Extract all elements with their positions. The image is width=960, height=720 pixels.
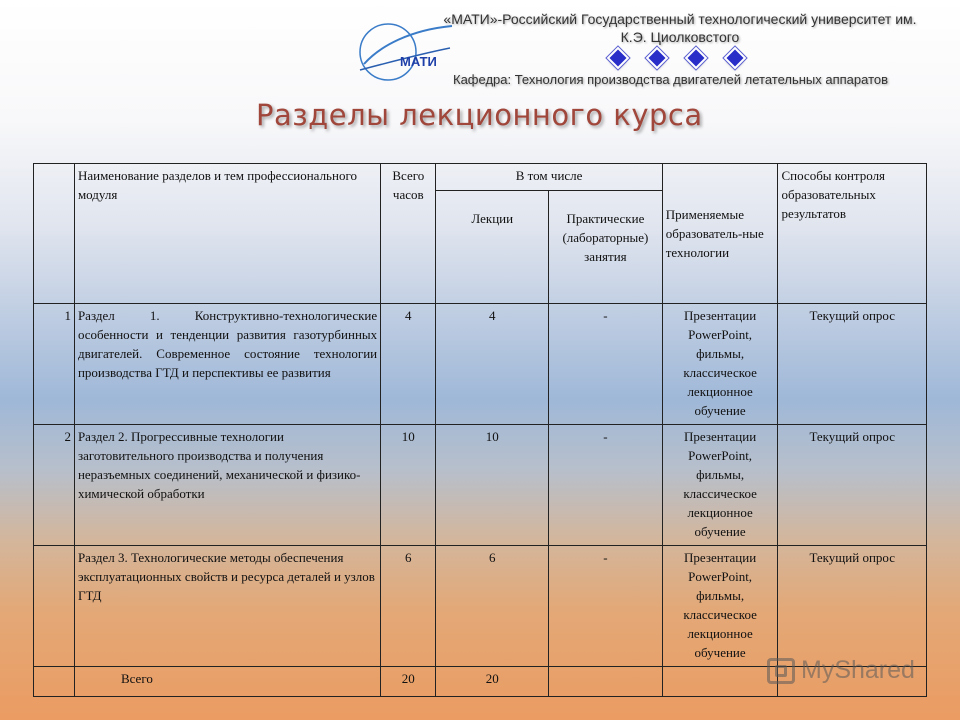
diamond-icon	[610, 50, 627, 67]
row-lectures: 6	[436, 546, 549, 667]
total-technologies	[662, 667, 778, 697]
myshared-watermark	[767, 656, 915, 685]
total-practical	[549, 667, 663, 697]
course-sections-table	[33, 163, 927, 697]
header-num	[34, 164, 75, 304]
total-label: Всего	[74, 667, 380, 697]
row-num	[34, 546, 75, 667]
row-num: 1	[34, 304, 75, 425]
diamond-ornament	[612, 48, 741, 68]
row-control: Текущий опрос	[778, 304, 927, 425]
row-control: Текущий опрос	[778, 425, 927, 546]
department-name: Кафедра: Технология производства двигателей летательных аппаратов	[453, 72, 889, 87]
row-technologies: Презентации PowerPoint, фильмы, классическое лекционное обучение	[662, 546, 778, 667]
row-num: 2	[34, 425, 75, 546]
table-row	[34, 425, 927, 546]
header-control: Способы контроля образовательных результатов	[778, 164, 927, 304]
header-name: Наименование разделов и тем профессионального модуля	[74, 164, 380, 304]
row-total: 10	[381, 425, 436, 546]
row-practical: -	[549, 546, 663, 667]
diamond-icon	[649, 50, 666, 67]
row-name: Раздел 1. Конструктивно-технологические особенности и тенденции развития газотурбинных двигателей. Современное состояние технологии производства ГТД и перспективы ее развития	[74, 304, 380, 425]
myshared-logo-icon	[767, 658, 795, 684]
header-total-hours: Всего часов	[381, 164, 436, 304]
row-technologies: Презентации PowerPoint, фильмы, классическое лекционное обучение	[662, 304, 778, 425]
table-row	[34, 546, 927, 667]
row-lectures: 4	[436, 304, 549, 425]
diamond-icon	[688, 50, 705, 67]
total-hours: 20	[381, 667, 436, 697]
row-name: Раздел 3. Технологические методы обеспечения эксплуатационных свойств и ресурса деталей и узлов ГТД	[74, 546, 380, 667]
header-practical: Практические (лабораторные) занятия	[549, 191, 663, 304]
row-total: 4	[381, 304, 436, 425]
total-lectures: 20	[436, 667, 549, 697]
header-lectures: Лекции	[436, 191, 549, 304]
row-name: Раздел 2. Прогрессивные технологии заготовительного производства и получения неразъемных соединений, механической и физико-химической обработки	[74, 425, 380, 546]
row-practical: -	[549, 425, 663, 546]
logo-text: МАТИ	[400, 54, 437, 69]
table-row	[34, 304, 927, 425]
diamond-icon	[727, 50, 744, 67]
total-num	[34, 667, 75, 697]
row-total: 6	[381, 546, 436, 667]
row-technologies: Презентации PowerPoint, фильмы, классическое лекционное обучение	[662, 425, 778, 546]
row-lectures: 10	[436, 425, 549, 546]
slide-title: Разделы лекционного курса	[256, 98, 703, 132]
row-practical: -	[549, 304, 663, 425]
header-including: В том числе	[436, 164, 662, 191]
watermark-text: MyShared	[801, 656, 915, 684]
university-name: «МАТИ»-Российский Государственный технологический университет им. К.Э. Циолковстого	[443, 11, 917, 45]
table-header-row	[34, 164, 927, 191]
row-control: Текущий опрос	[778, 546, 927, 667]
header-technologies: Применяемые образователь-ные технологии	[662, 164, 778, 304]
